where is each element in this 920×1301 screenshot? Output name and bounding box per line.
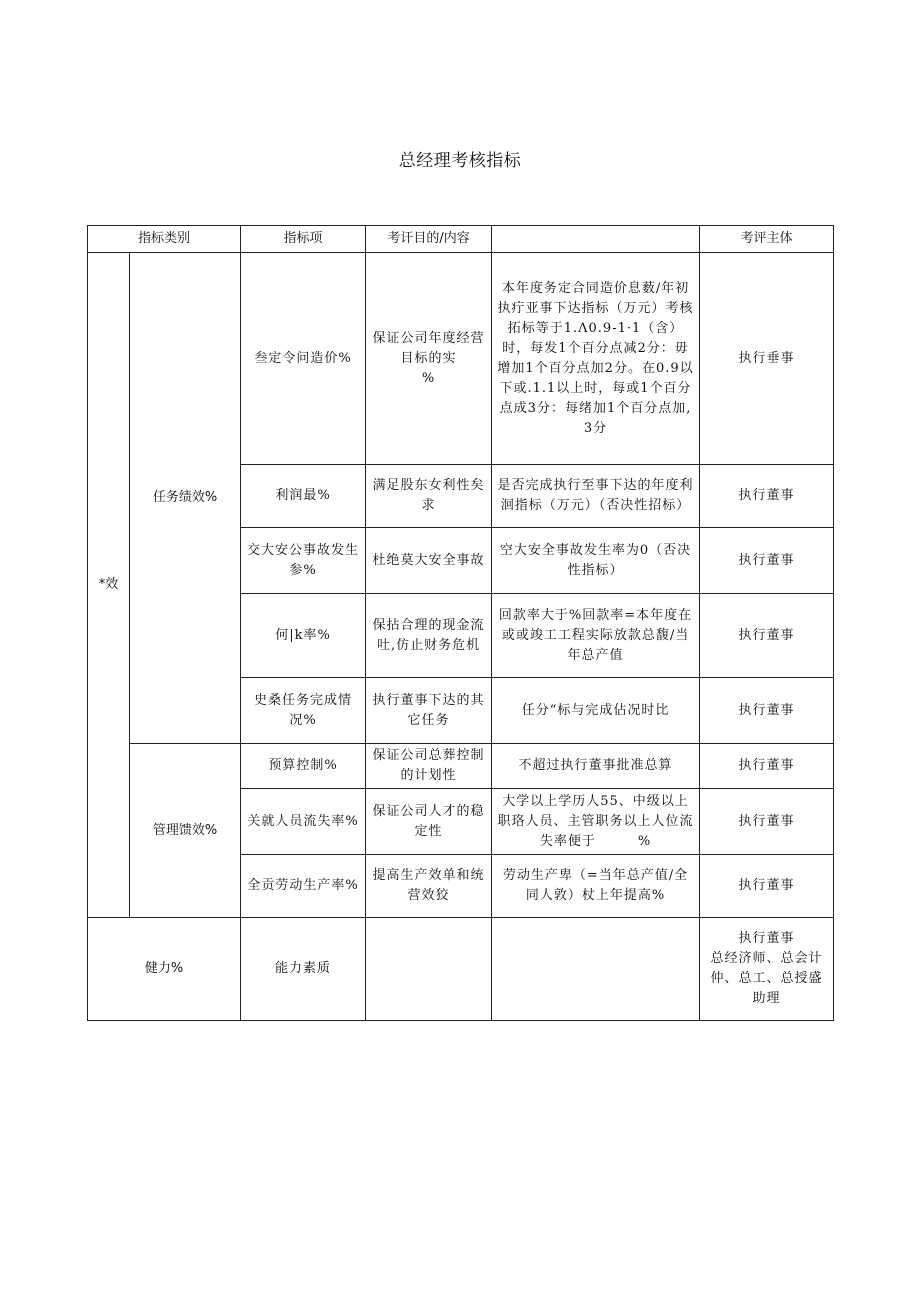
kpi-content: 杜绝莫大安全事故	[366, 528, 492, 594]
table-row	[88, 744, 834, 789]
kpi-detail: 不超过执行董事批准总算	[492, 744, 700, 789]
mgmt-group-label: 管理馈效%	[130, 744, 241, 918]
kpi-content: 保证公司人才的稳定性	[366, 789, 492, 855]
kpi-table	[87, 225, 834, 1021]
header-category: 指标类别	[88, 226, 241, 253]
document-title: 总经理考核指标	[398, 151, 522, 171]
kpi-detail	[492, 918, 700, 1021]
header-content: 考讦目的/内容	[366, 226, 492, 253]
kpi-assessor: 执行垂事	[700, 253, 834, 465]
kpi-item: 全贡劳动生产率%	[241, 855, 366, 918]
kpi-assessor: 执行董事	[700, 528, 834, 594]
kpi-content: 提高生产效单和统营效狡	[366, 855, 492, 918]
kpi-detail: 大学以上学历人55、中级以上职珞人员、主管职务以上人位流失率便于 %	[492, 789, 700, 855]
kpi-detail: 回款率大于%回款率=本年度在或或竣工工程实际放款总馥/当年总产值	[492, 594, 700, 678]
kpi-content: 保证公司总葬控制的计划性	[366, 744, 492, 789]
kpi-content	[366, 918, 492, 1021]
kpi-item: 交大安公事故发生参%	[241, 528, 366, 594]
header-assessor: 考评主体	[700, 226, 834, 253]
table-row	[88, 253, 834, 465]
table-row	[88, 918, 834, 1021]
header-detail	[492, 226, 700, 253]
kpi-detail: 本年度务定合同造价息薮/年初执疔亚事下达指标（万元）考核拓标等于1.Λ0.9-1·1（含）时，每发1个百分点减2分：毋增加1个百分点加2分。在0.9以下或.1.1以上时，每或1个百分点成3分：每绪加1个百分点加,3分	[492, 253, 700, 465]
kpi-assessor: 执行董事 总经济师、总会计仲、总工、总授盛助理	[700, 918, 834, 1021]
kpi-item: 能力素质	[241, 918, 366, 1021]
kpi-content: 保拈合理的现金流吐,仿止财务危机	[366, 594, 492, 678]
kpi-item: 何|k率%	[241, 594, 366, 678]
kpi-item: 关就人员流失率%	[241, 789, 366, 855]
kpi-detail: 任分“标与完成佔况时比	[492, 678, 700, 744]
kpi-detail: 劳动生产卑（=当年总产值/全同人敦）杖上年提高%	[492, 855, 700, 918]
kpi-item: 预算控制%	[241, 744, 366, 789]
kpi-assessor: 执行董事	[700, 465, 834, 528]
main-category-cell: *效	[88, 253, 130, 918]
kpi-content: 执行董事下达的其它任务	[366, 678, 492, 744]
kpi-detail: 是否完成执行至事下达的年度利洄指标（万元）（否决性招标）	[492, 465, 700, 528]
table-header-row	[88, 226, 834, 253]
kpi-assessor: 执行董事	[700, 594, 834, 678]
kpi-item: 利润最%	[241, 465, 366, 528]
header-item: 指标项	[241, 226, 366, 253]
kpi-detail: 空大安全事故发生率为0（否决性指标）	[492, 528, 700, 594]
kpi-item: 史桑任务完成情况%	[241, 678, 366, 744]
kpi-content: 保证公司年度经营目标的实 %	[366, 253, 492, 465]
kpi-item: 叁定令问造价%	[241, 253, 366, 465]
ability-group-label: 健力%	[88, 918, 241, 1021]
kpi-assessor: 执行董事	[700, 789, 834, 855]
task-group-label: 任务绩效%	[130, 253, 241, 744]
kpi-assessor: 执行董事	[700, 678, 834, 744]
kpi-assessor: 执行董事	[700, 855, 834, 918]
kpi-assessor: 执行董事	[700, 744, 834, 789]
kpi-content: 满足股东女利性矣求	[366, 465, 492, 528]
